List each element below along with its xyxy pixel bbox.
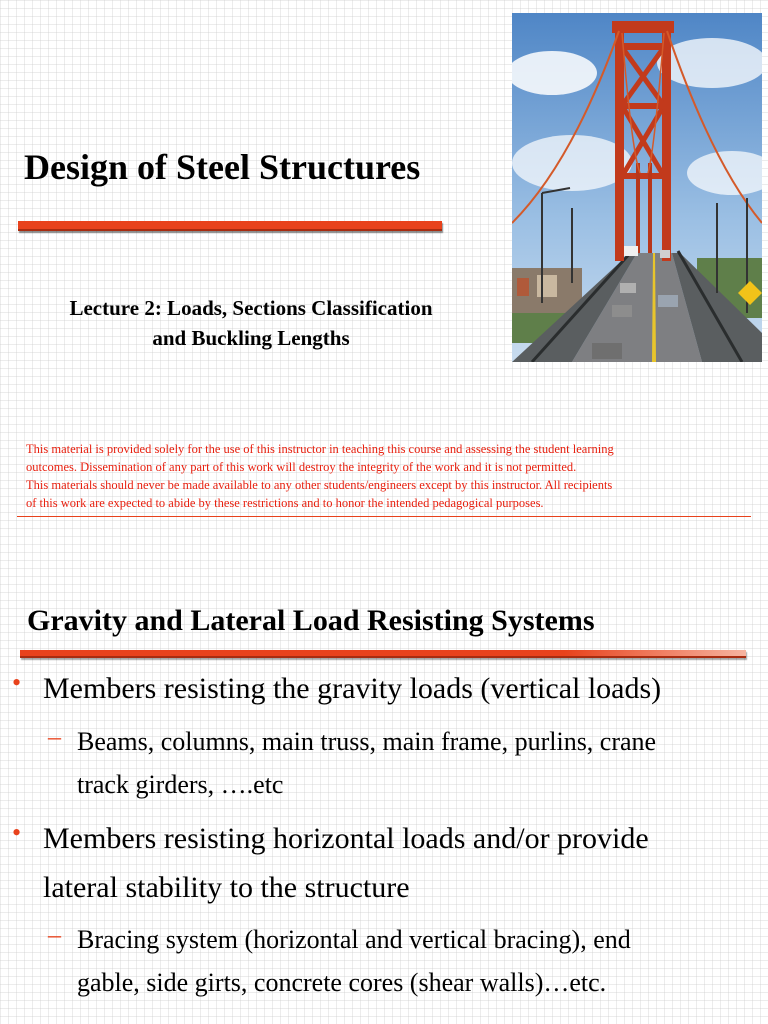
notice-line: This material is provided solely for the use of this instructor in teaching this course and assessing the student learning	[26, 442, 614, 456]
sub-bullet-text: Bracing system (horizontal and vertical bracing), end	[77, 925, 631, 954]
subtitle-line: and Buckling Lengths	[152, 326, 350, 350]
notice-line: outcomes. Dissemination of any part of this work will destroy the integrity of the work and it is not permitted.	[26, 460, 577, 474]
bullet-text: lateral stability to the structure	[43, 871, 410, 904]
lecture-subtitle	[20, 293, 482, 353]
dash-icon: –	[48, 722, 61, 751]
bullet-text: Members resisting horizontal loads and/or provide	[43, 822, 649, 855]
subtitle-line: Lecture 2: Loads, Sections Classification	[69, 296, 433, 320]
notice-divider	[17, 516, 751, 517]
copyright-notice	[26, 440, 752, 512]
bullet-icon: •	[12, 668, 22, 697]
notice-line: This materials should never be made available to any other students/engineers except by this instructor. All recipients	[26, 478, 613, 492]
sub-bullet-text: gable, side girts, concrete cores (shear walls)…etc.	[77, 968, 607, 997]
notice-line: of this work are expected to abide by these restrictions and to honor the intended pedagogical purposes.	[26, 496, 544, 510]
sub-bullet-text: track girders, ….etc	[77, 770, 284, 799]
dash-icon: –	[48, 920, 61, 949]
section-underline-bar	[20, 650, 746, 658]
slide-title: Design of Steel Structures	[24, 147, 421, 187]
bullet-text: Members resisting the gravity loads (vertical loads)	[43, 672, 662, 705]
sub-bullet-text: Beams, columns, main truss, main frame, purlins, crane	[77, 727, 657, 756]
title-underline-bar	[18, 221, 442, 231]
section-title: Gravity and Lateral Load Resisting Systems	[27, 604, 595, 637]
bullet-icon: •	[12, 818, 22, 847]
bridge-photo	[512, 13, 762, 362]
